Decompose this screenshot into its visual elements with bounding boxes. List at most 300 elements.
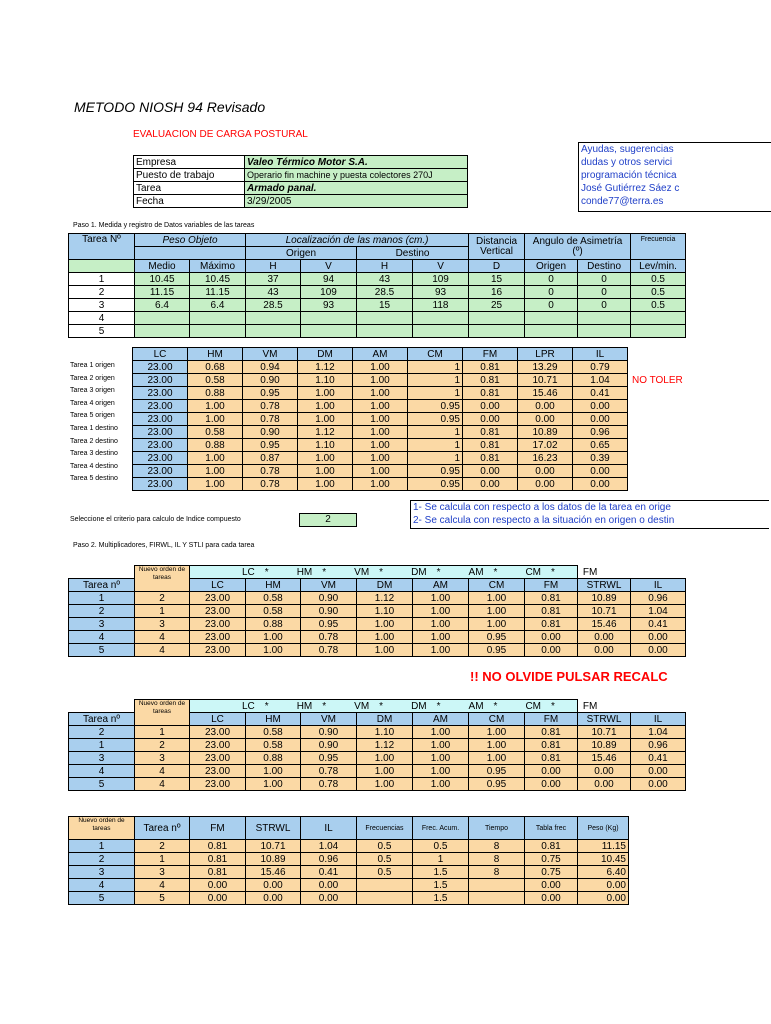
step3-row	[69, 739, 686, 752]
factor-row	[133, 400, 628, 413]
step2-cell: 0.95	[469, 644, 525, 657]
step4-cell: 11.15	[578, 840, 629, 853]
factor-row-label: Tarea 1 destino	[70, 425, 118, 432]
info-table	[133, 155, 468, 208]
step2-cell: 0.58	[246, 605, 301, 618]
info-value[interactable]: Operario fin machine y puesta colectores 270J	[245, 169, 468, 182]
factor-header: VM	[243, 348, 298, 361]
step3-header: HM	[246, 713, 301, 726]
step1-input-cell[interactable]	[525, 325, 578, 338]
step1-input-cell[interactable]	[301, 312, 357, 325]
factor-cell: 23.00	[133, 452, 188, 465]
step4-cell	[357, 892, 413, 905]
factor-header: IL	[573, 348, 628, 361]
step4-table	[68, 816, 629, 905]
no-tolerable-warning: NO TOLER	[632, 375, 683, 386]
step4-header: Nuevo orden de tareas	[69, 817, 135, 840]
step2-cell: 23.00	[190, 631, 246, 644]
step4-cell: 6.40	[578, 866, 629, 879]
step4-row	[69, 879, 629, 892]
step3-cell: 1.00	[357, 778, 413, 791]
step1-input-cell[interactable]: 28.5	[357, 286, 413, 299]
step1-h-origen: Origen	[246, 247, 357, 260]
step1-row	[69, 299, 686, 312]
factor-header: DM	[298, 348, 353, 361]
step3-row	[69, 778, 686, 791]
formula-term: VM	[354, 566, 370, 578]
factor-row	[133, 361, 628, 374]
step2-cell: 0.78	[301, 644, 357, 657]
factor-row	[133, 439, 628, 452]
formula-term: HM	[296, 700, 313, 712]
step2-cell: 0.00	[578, 644, 631, 657]
step2-cell: 1.00	[246, 644, 301, 657]
formula-operator: *	[436, 566, 441, 578]
step4-cell: 3	[69, 866, 135, 879]
step1-input-cell[interactable]: 15	[357, 299, 413, 312]
step2-cell: 3	[69, 618, 135, 631]
factor-cell: 0.81	[463, 426, 518, 439]
step3-cell: 0.81	[525, 726, 578, 739]
factor-row	[133, 465, 628, 478]
factor-cell: 0.94	[243, 361, 298, 374]
info-label: Fecha	[134, 195, 245, 208]
factor-cell: 0.00	[573, 465, 628, 478]
step2-cell: 0.78	[301, 631, 357, 644]
step3-cell: 1.00	[413, 778, 469, 791]
factor-cell: 1	[408, 374, 463, 387]
factor-cell: 1.00	[353, 478, 408, 491]
step1-input-cell[interactable]: 93	[301, 299, 357, 312]
step1-input-cell[interactable]: 0.5	[631, 273, 686, 286]
formula-operator: *	[493, 566, 498, 578]
step4-cell: 4	[135, 879, 190, 892]
step1-sub-header: V	[301, 260, 357, 273]
factor-cell: 0.78	[243, 400, 298, 413]
factor-cell: 23.00	[133, 426, 188, 439]
step3-cell: 23.00	[190, 726, 246, 739]
formula-term: CM	[525, 566, 542, 578]
step4-header: FM	[190, 817, 246, 840]
step1-sub-header: Medio	[135, 260, 190, 273]
factor-cell: 1.10	[298, 374, 353, 387]
factor-header: CM	[408, 348, 463, 361]
step2-cell: 1.00	[357, 631, 413, 644]
step2-cell: 0.90	[301, 605, 357, 618]
help-line: programación técnica	[581, 170, 677, 181]
step3-row	[69, 726, 686, 739]
step2-row	[69, 644, 686, 657]
step3-cell: 23.00	[190, 778, 246, 791]
step2-h-tarea: Tarea nº	[69, 579, 135, 592]
step1-input-cell[interactable]: 94	[301, 273, 357, 286]
factor-cell: 23.00	[133, 465, 188, 478]
step3-cell: 0.58	[246, 739, 301, 752]
factor-cell: 1.00	[353, 465, 408, 478]
factor-cell: 1.00	[298, 387, 353, 400]
factor-cell: 0.90	[243, 426, 298, 439]
step1-input-cell[interactable]: 0	[578, 286, 631, 299]
step1-h-peso-blank	[135, 247, 246, 260]
step1-input-cell[interactable]	[357, 325, 413, 338]
page-subtitle: EVALUACION DE CARGA POSTURAL	[133, 129, 308, 140]
step4-cell: 0.41	[301, 866, 357, 879]
info-value[interactable]: Valeo Térmico Motor S.A.	[245, 156, 468, 169]
formula-operator: *	[379, 700, 384, 712]
factor-cell: 23.00	[133, 374, 188, 387]
step4-cell: 10.89	[246, 853, 301, 866]
step1-sub-blank	[69, 260, 135, 273]
factor-cell: 15.46	[518, 387, 573, 400]
step1-input-cell[interactable]: 93	[413, 286, 469, 299]
formula-term: HM	[296, 566, 313, 578]
factor-cell: 1.00	[298, 400, 353, 413]
step2-cell: 0.95	[301, 618, 357, 631]
criteria-label: Seleccione el criterio para calculo de Indice compuesto	[70, 516, 241, 523]
factor-row-label: Tarea 2 destino	[70, 437, 118, 445]
step3-cell: 1	[69, 739, 135, 752]
step3-cell: 1.04	[631, 726, 686, 739]
step2-cell: 5	[69, 644, 135, 657]
step2-formula	[190, 566, 598, 579]
step2-cell: 0.81	[525, 605, 578, 618]
formula-operator: *	[551, 700, 555, 712]
factor-cell: 0.95	[243, 387, 298, 400]
factor-cell: 1.00	[353, 374, 408, 387]
factor-header: FM	[463, 348, 518, 361]
factor-row-label: Tarea 4 origen	[70, 399, 115, 407]
step1-input-cell[interactable]	[301, 325, 357, 338]
step2-cell: 1	[69, 592, 135, 605]
step4-cell: 5	[135, 892, 190, 905]
step1-input-cell[interactable]: 43	[246, 286, 301, 299]
step1-input-cell[interactable]: 43	[357, 273, 413, 286]
factor-cell: 0.88	[188, 387, 243, 400]
factor-cell: 0.00	[573, 478, 628, 491]
factor-cell: 1.00	[353, 426, 408, 439]
step3-cell: 1.00	[413, 726, 469, 739]
step3-cell: 10.89	[578, 739, 631, 752]
step1-input-cell[interactable]: 10.45	[135, 273, 190, 286]
step2-cell: 4	[135, 644, 190, 657]
step1-input-cell[interactable]	[413, 325, 469, 338]
step1-input-cell[interactable]	[135, 325, 190, 338]
step1-input-cell[interactable]: 11.15	[135, 286, 190, 299]
factor-cell: 0.95	[243, 439, 298, 452]
step3-cell: 0.78	[301, 765, 357, 778]
step2-cell: 1.00	[246, 631, 301, 644]
step2-cell: 3	[135, 618, 190, 631]
step2-cell: 0.00	[631, 644, 686, 657]
step2-cell: 1	[135, 605, 190, 618]
step2-cell: 0.81	[525, 618, 578, 631]
step4-cell: 4	[69, 879, 135, 892]
step1-caption: Paso 1. Medida y registro de Datos variables de las tareas	[73, 222, 255, 229]
step4-cell: 1.5	[413, 879, 469, 892]
step4-cell: 0.00	[246, 879, 301, 892]
factor-row-label: Tarea 1 origen	[70, 362, 115, 369]
info-value[interactable]: Armado panal.	[245, 182, 468, 195]
factor-cell: 0.78	[243, 413, 298, 426]
step2-header: DM	[357, 579, 413, 592]
factor-cell: 0.00	[463, 478, 518, 491]
step1-input-cell[interactable]: 6.4	[135, 299, 190, 312]
step4-cell: 0.5	[357, 853, 413, 866]
step4-cell: 0.5	[357, 840, 413, 853]
criteria-option-1: 1- Se calcula con respecto a los datos de la tarea en orige	[413, 502, 671, 513]
factor-cell: 1.00	[353, 400, 408, 413]
step3-h-nuevo: Nuevo orden de tareas	[135, 700, 190, 726]
step3-cell: 0.41	[631, 752, 686, 765]
factor-cell: 0.78	[243, 465, 298, 478]
step2-cell: 1.00	[469, 605, 525, 618]
factor-cell: 0.81	[463, 452, 518, 465]
step1-input-cell[interactable]	[631, 325, 686, 338]
step3-cell: 0.00	[631, 765, 686, 778]
page-title: METODO NIOSH 94 Revisado	[74, 99, 266, 115]
step4-cell: 0.81	[525, 840, 578, 853]
step4-cell: 1	[413, 853, 469, 866]
formula-term: FM	[582, 566, 598, 578]
step3-cell: 0.00	[525, 778, 578, 791]
step4-header: IL	[301, 817, 357, 840]
factor-cell: 1.04	[573, 374, 628, 387]
step1-input-cell[interactable]: 109	[301, 286, 357, 299]
step3-cell: 23.00	[190, 752, 246, 765]
step1-row	[69, 325, 686, 338]
step2-row	[69, 592, 686, 605]
step1-input-cell[interactable]: 16	[469, 286, 525, 299]
step4-cell: 0.81	[190, 853, 246, 866]
step1-sub-header: Destino	[578, 260, 631, 273]
step3-cell: 1.00	[357, 752, 413, 765]
factor-header: HM	[188, 348, 243, 361]
step4-header: Tabla frec	[525, 817, 578, 840]
step1-input-cell[interactable]	[469, 312, 525, 325]
step1-input-cell[interactable]	[631, 312, 686, 325]
step3-cell: 1.00	[469, 752, 525, 765]
factor-cell: 0.87	[243, 452, 298, 465]
step2-cell: 1.00	[357, 618, 413, 631]
step2-header: HM	[246, 579, 301, 592]
step1-input-cell[interactable]	[578, 325, 631, 338]
step2-cell: 23.00	[190, 644, 246, 657]
step3-cell: 0.58	[246, 726, 301, 739]
step4-cell: 1.04	[301, 840, 357, 853]
formula-term: DM	[411, 566, 427, 578]
step3-cell: 3	[135, 752, 190, 765]
step1-input-cell[interactable]: 0	[578, 299, 631, 312]
step3-cell: 0.95	[469, 778, 525, 791]
step3-cell: 1.00	[357, 765, 413, 778]
factor-cell: 1.00	[188, 478, 243, 491]
criteria-input[interactable]: 2	[299, 513, 357, 527]
step3-cell: 5	[69, 778, 135, 791]
step3-cell: 4	[135, 778, 190, 791]
step1-sub-header: H	[246, 260, 301, 273]
factor-cell: 1.00	[188, 465, 243, 478]
factor-cell: 16.23	[518, 452, 573, 465]
step3-cell: 0.96	[631, 739, 686, 752]
recalc-warning: !! NO OLVIDE PULSAR RECALC	[470, 669, 668, 684]
step1-input-cell[interactable]: 25	[469, 299, 525, 312]
step2-cell: 1.00	[413, 644, 469, 657]
step3-table	[68, 699, 686, 791]
factor-cell: 0.95	[408, 400, 463, 413]
step4-cell: 0.81	[190, 840, 246, 853]
step4-cell: 0.75	[525, 853, 578, 866]
step1-input-cell[interactable]: 118	[413, 299, 469, 312]
step4-cell	[469, 892, 525, 905]
factor-cell: 10.89	[518, 426, 573, 439]
step1-input-cell[interactable]: 15	[469, 273, 525, 286]
factor-cell: 0.79	[573, 361, 628, 374]
step3-cell: 10.71	[578, 726, 631, 739]
step1-sub-header: D	[469, 260, 525, 273]
factor-cell: 0.41	[573, 387, 628, 400]
step3-header: IL	[631, 713, 686, 726]
step4-cell: 1	[135, 853, 190, 866]
step1-input-cell[interactable]	[190, 312, 246, 325]
info-label: Tarea	[134, 182, 245, 195]
step1-input-cell[interactable]: 28.5	[246, 299, 301, 312]
step4-row	[69, 866, 629, 879]
step1-input-cell[interactable]: 0	[525, 299, 578, 312]
factor-cell: 0.00	[518, 465, 573, 478]
factor-cell: 0.90	[243, 374, 298, 387]
step2-caption: Paso 2. Multiplicadores, FIRWL, IL Y STLI para cada tarea	[73, 542, 255, 549]
factor-cell: 0.81	[463, 374, 518, 387]
step1-input-cell[interactable]: 37	[246, 273, 301, 286]
factor-cell: 23.00	[133, 361, 188, 374]
step1-sub-header: Lev/min.	[631, 260, 686, 273]
step3-cell: 1.00	[246, 765, 301, 778]
step1-input-cell[interactable]	[357, 312, 413, 325]
step1-h-loc: Localización de las manos (cm.)	[246, 234, 469, 247]
info-row	[134, 169, 468, 182]
step1-input-cell[interactable]: 0	[525, 286, 578, 299]
formula-operator: *	[379, 566, 384, 578]
factor-cell: 0.88	[188, 439, 243, 452]
factor-cell: 0.00	[573, 400, 628, 413]
step1-input-cell[interactable]	[469, 325, 525, 338]
step2-cell: 1.00	[413, 618, 469, 631]
help-line: dudas y otros servici	[581, 157, 673, 168]
info-value[interactable]: 3/29/2005	[245, 195, 468, 208]
step1-input-cell[interactable]	[246, 312, 301, 325]
step4-row	[69, 892, 629, 905]
step1-input-cell[interactable]	[413, 312, 469, 325]
factor-cell: 1.00	[353, 452, 408, 465]
factor-cell: 1.00	[298, 413, 353, 426]
step1-row	[69, 273, 686, 286]
formula-term: CM	[525, 700, 542, 712]
factor-cell: 1.00	[353, 387, 408, 400]
step1-h-dist: Distancia Vertical	[469, 234, 525, 260]
step2-cell: 0.90	[301, 592, 357, 605]
step1-input-cell[interactable]: 6.4	[190, 299, 246, 312]
step4-header: Tarea nº	[135, 817, 190, 840]
factor-cell: 0.95	[408, 413, 463, 426]
step3-header: CM	[469, 713, 525, 726]
step3-cell: 0.90	[301, 726, 357, 739]
step1-input-cell[interactable]	[578, 312, 631, 325]
step3-cell: 2	[69, 726, 135, 739]
step1-input-cell[interactable]: 11.15	[190, 286, 246, 299]
formula-operator: *	[436, 700, 441, 712]
formula-operator: *	[264, 566, 269, 578]
step1-input-cell[interactable]	[190, 325, 246, 338]
factor-row	[133, 387, 628, 400]
help-line[interactable]: conde77@terra.es	[581, 196, 664, 207]
factor-cell: 0.81	[463, 361, 518, 374]
step1-h-frec: Frecuencia	[631, 234, 686, 260]
step3-cell: 0.95	[301, 752, 357, 765]
step2-cell: 10.89	[578, 592, 631, 605]
factor-cell: 0.96	[573, 426, 628, 439]
step2-row	[69, 605, 686, 618]
factor-cell: 1.00	[353, 439, 408, 452]
step1-input-cell[interactable]: 0	[578, 273, 631, 286]
step1-input-cell[interactable]: 0.5	[631, 299, 686, 312]
step1-input-cell[interactable]	[525, 312, 578, 325]
factor-cell: 23.00	[133, 478, 188, 491]
step1-task-number: 2	[69, 286, 135, 299]
step3-cell: 0.78	[301, 778, 357, 791]
factor-cell: 0.00	[463, 465, 518, 478]
step2-h-nuevo: Nuevo orden de tareas	[135, 566, 190, 592]
step4-cell: 2	[135, 840, 190, 853]
step1-input-cell[interactable]: 109	[413, 273, 469, 286]
step1-sub-header: V	[413, 260, 469, 273]
factor-cell: 0.00	[518, 400, 573, 413]
step2-cell: 0.96	[631, 592, 686, 605]
step4-cell: 0.00	[301, 892, 357, 905]
factor-cell: 1	[408, 387, 463, 400]
step1-sub-header: Origen	[525, 260, 578, 273]
factor-cell: 0.39	[573, 452, 628, 465]
factor-cell: 17.02	[518, 439, 573, 452]
step2-cell: 0.00	[631, 631, 686, 644]
step1-input-cell[interactable]: 10.45	[190, 273, 246, 286]
step1-h-peso: Peso Objeto	[135, 234, 246, 247]
step2-header: VM	[301, 579, 357, 592]
step1-input-cell[interactable]: 0.5	[631, 286, 686, 299]
step4-cell: 0.81	[190, 866, 246, 879]
step3-row	[69, 752, 686, 765]
step2-cell: 1.00	[357, 644, 413, 657]
factor-cell: 1.00	[188, 413, 243, 426]
step1-input-cell[interactable]: 0	[525, 273, 578, 286]
factor-cell: 1	[408, 439, 463, 452]
step3-header: AM	[413, 713, 469, 726]
step3-cell: 3	[69, 752, 135, 765]
step4-cell: 10.71	[246, 840, 301, 853]
step2-cell: 0.88	[246, 618, 301, 631]
factor-cell: 1.00	[298, 452, 353, 465]
step3-cell: 4	[135, 765, 190, 778]
step2-table	[68, 565, 686, 657]
step1-input-cell[interactable]	[135, 312, 190, 325]
step2-cell: 1.00	[469, 618, 525, 631]
factor-cell: 0.81	[463, 387, 518, 400]
factor-header: LPR	[518, 348, 573, 361]
step3-cell: 0.00	[578, 765, 631, 778]
info-row	[134, 156, 468, 169]
step4-row	[69, 853, 629, 866]
step1-table	[68, 233, 686, 338]
step1-input-cell[interactable]	[246, 325, 301, 338]
